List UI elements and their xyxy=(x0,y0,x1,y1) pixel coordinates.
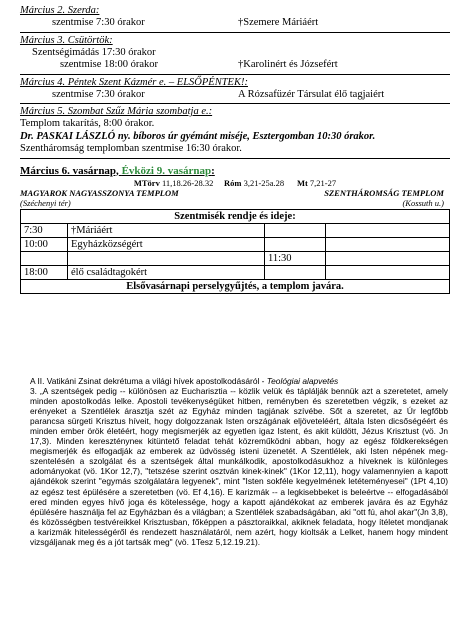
saturday-line: Szentháromság templomban szentmise 16:30 órakor. xyxy=(20,143,242,154)
reading-ref: 11,18.26-28.32 xyxy=(161,177,214,188)
time-cell: 10:00 xyxy=(21,237,68,251)
intention-cell: élő családtagokért xyxy=(68,265,265,279)
mass-time: szentmise 7:30 órakor xyxy=(52,88,145,100)
time-cell-2: 11:30 xyxy=(265,251,326,265)
reading-label: Róm xyxy=(223,177,242,188)
table-title: Szentmisék rendje és ideje: xyxy=(21,209,450,223)
reading-label: Mt xyxy=(296,177,308,188)
intention-cell xyxy=(68,251,265,265)
sunday-heading xyxy=(20,165,450,178)
day-heading: Március 5. Szombat Szűz Mária szombatja e.: xyxy=(20,106,213,117)
church-locations xyxy=(20,198,450,208)
article-body: 3. „A szentségek pedig -- különösen az Eucharisztia -- közlik velük és táplálják bennük azt a szeretetet, amely minden apostolkodás lelke. Apostoli tevékenységüket hitben, reményben és szeretetben végzik, s ezeket az erényeket a Szentlélek árasztja szét az Egyház minden tagjának szívébe. Sőt a szeretet, az Úr legfőbb parancsa sürgeti Krisztus híveit, hogy dolgozzanak Isten országának eljöveteléért, általa Isten dicsőségéért és minden ember örök életéért, hogy megismerjék az egyetlen igaz Istent, és akit küldött, Jézus Krisztust (vö. Jn 17,3). Minden keresztényneк kitüntető feladat tehát közreműködni abban, hogy az egész földkerekségen megismerjék és elfogadják az emberek az üdvösség isteni üzenetét. A Szentlélek, aki Isten népének meg-szentelésén a szolgálat és a szentségek által munkálkodik, apostolkodásukhoz a híveknek is különleges adományokat (vö. 1Kor 12,7), "tetszése szerint osztván kinek-kinek" (1Kor 12,11), hogy valamennyien a kapott ajándékok szerint "egymás szolgálatára legyenek", mint "Isten sokféle kegyelmének letéteményesei" (1Pt 4,10) az egész test épülésére a szeretetben (vö. Ef 4,16). E karizmák -- a legkisebbeket is beleértve -- elfogadásából ered minden egyes hívő joga és kötelessége, hogy a kapott ajándékokat az emberek javára és az Egyház épülésére használja fel az Egyházban és a világban; a Szentlélek szabadságában, aki "ott fú, ahol akar"(Jn 3,8), és közösségben testvéreikkel Krisztusban, főképpen a pásztoraikkal, akiknek feladata, hogy ítéletet mondjanak a karizmák hitelességéről és rendezett használatáról, nem azért, hogy kioltsák a Lelket, hanem hogy mindent vizsgáljanak meg és a jót tartsák meg" (vö. 1Tesz 5,12.19.21). xyxy=(30,386,448,547)
divider xyxy=(20,32,450,33)
day-heading: Március 4. Péntek Szent Kázmér e. – ELSŐPÉNTEK!: xyxy=(20,76,248,88)
time-cell-2 xyxy=(265,265,326,279)
sunday-date: Március 6. vasárnap, xyxy=(20,164,119,177)
church-left: MAGYAROK NAGYASSZONYA TEMPLOM xyxy=(20,187,179,198)
sunday-week: Évközi 9. vasárnap xyxy=(121,164,212,177)
reading-label: MTörv xyxy=(133,177,160,188)
reading-ref: 7,21-27 xyxy=(309,177,337,188)
intention-cell-2 xyxy=(326,223,450,237)
mass-row xyxy=(20,89,450,102)
divider xyxy=(20,158,450,159)
table-footer-row xyxy=(21,279,450,293)
time-cell xyxy=(21,251,68,265)
intention-cell-2 xyxy=(326,237,450,251)
table-row xyxy=(21,223,450,237)
collection-note: Elsővasárnapi perselygyűjtés, a templom javára. xyxy=(21,279,450,293)
time-cell: 18:00 xyxy=(21,265,68,279)
intention-cell-2 xyxy=(326,265,450,279)
intention-cell-2 xyxy=(326,251,450,265)
table-title-row xyxy=(21,209,450,223)
intention-cell: Egyházközségért xyxy=(68,237,265,251)
adoration-time: Szentségimádás 17:30 órakor xyxy=(32,46,156,58)
divider xyxy=(20,74,450,75)
intention-cell: †Máriáért xyxy=(68,223,265,237)
sunday-colon: : xyxy=(211,164,215,177)
church-right: SZENTHÁROMSÁG TEMPLOM xyxy=(324,187,444,198)
mass-intention: †Karolinért és Józsefért xyxy=(238,59,338,70)
article xyxy=(30,376,448,547)
table-row xyxy=(21,237,450,251)
mass-schedule-table xyxy=(20,209,450,294)
article-intro-title: Teológiai alapvetés xyxy=(266,376,339,386)
divider xyxy=(20,103,450,104)
day-heading: Március 2. Szerda: xyxy=(20,5,100,16)
time-cell-2 xyxy=(265,237,326,251)
mass-intention: A Rózsafüzér Társulat élő tagjaiért xyxy=(238,88,385,100)
article-intro xyxy=(30,376,448,386)
mass-time: szentmise 7:30 órakor xyxy=(52,17,145,28)
church-left-location: (Széchenyi tér) xyxy=(20,197,71,208)
mass-row xyxy=(20,47,450,60)
time-cell-2 xyxy=(265,223,326,237)
saturday-line: Templom takarítás, 8:00 órakor. xyxy=(20,118,155,129)
reading-ref: 3,21-25a.28 xyxy=(243,177,285,188)
church-names xyxy=(20,188,450,198)
saturday-highlight: Dr. PASKAI LÁSZLÓ ny. bíboros úr gyémánt miséje, Esztergomban 10:30 órakor. xyxy=(20,130,376,142)
mass-intention: †Szemere Máriáért xyxy=(238,17,319,28)
mass-row xyxy=(20,17,450,30)
mass-time: szentmise 18:00 órakor xyxy=(60,59,158,70)
church-right-location: (Kossuth u.) xyxy=(402,197,444,208)
mass-row xyxy=(20,59,450,72)
table-row xyxy=(21,251,450,265)
day-heading: Március 3. Csütörtök: xyxy=(20,34,113,46)
bulletin xyxy=(20,4,450,294)
table-row xyxy=(21,265,450,279)
readings xyxy=(20,178,450,188)
article-intro-text: A II. Vatikáni Zsinat dekrétuma a világi hívek apostolkodásáról - xyxy=(30,376,265,386)
time-cell: 7:30 xyxy=(21,223,68,237)
